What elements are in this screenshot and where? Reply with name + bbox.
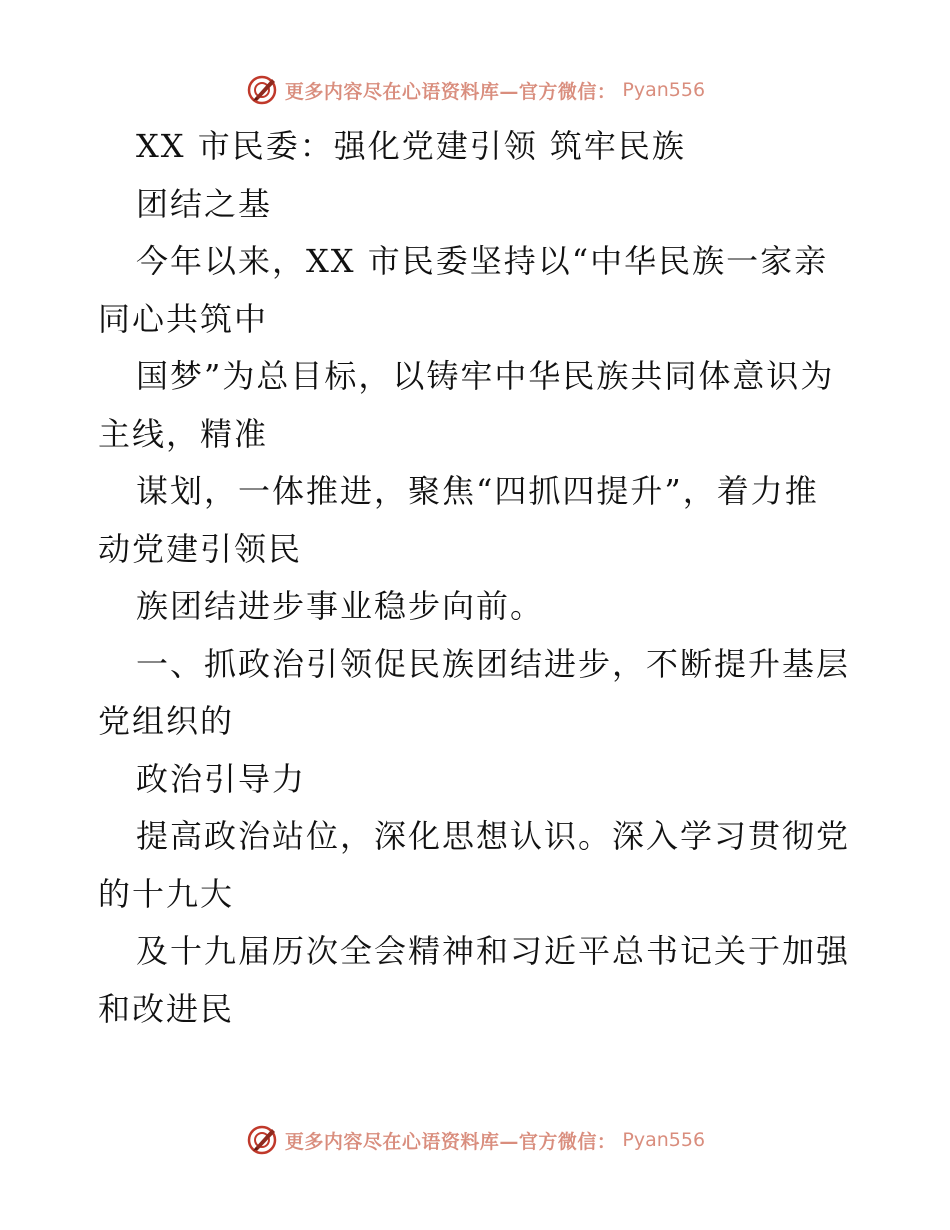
text-line: XX 市民委：强化党建引领 筑牢民族 (136, 127, 686, 165)
watermark-handle: Pyan556 (622, 1129, 706, 1151)
text-line: 谋划，一体推进，聚焦“四抓四提升”，着力推 (136, 472, 819, 510)
text-line: 今年以来，XX 市民委坚持以“中华民族一家亲 (136, 242, 829, 280)
text-line: 动党建引领民 (98, 529, 303, 568)
text-line: 主线，精准 (98, 414, 269, 453)
text-line: 提高政治站位，深化思想认识。深入学习贯彻党 (136, 817, 851, 855)
header-watermark (0, 70, 950, 110)
text-line: 党组织的 (98, 702, 235, 740)
footer-watermark (0, 1120, 950, 1160)
text-line: 政治引导力 (136, 759, 307, 798)
text-line: 和改进民 (98, 989, 235, 1028)
text-line: 族团结进步事业稳步向前。 (136, 587, 545, 625)
watermark-handle: Pyan556 (622, 79, 706, 101)
text-line: 同心共筑中 (98, 299, 269, 338)
document-body (98, 118, 858, 1038)
logo-icon (245, 1123, 279, 1157)
text-line: 一、抓政治引领促民族团结进步，不断提升基层 (136, 644, 851, 683)
text-line: 及十九届历次全会精神和习近平总书记关于加强 (136, 932, 851, 970)
text-line: 的十九大 (98, 874, 235, 913)
watermark-text: 更多内容尽在心语资料库—官方微信： (284, 80, 617, 103)
text-line: 团结之基 (136, 184, 273, 223)
text-line: 国梦”为总目标，以铸牢中华民族共同体意识为 (136, 357, 835, 395)
logo-icon (245, 73, 279, 107)
watermark-text: 更多内容尽在心语资料库—官方微信： (284, 1130, 617, 1153)
